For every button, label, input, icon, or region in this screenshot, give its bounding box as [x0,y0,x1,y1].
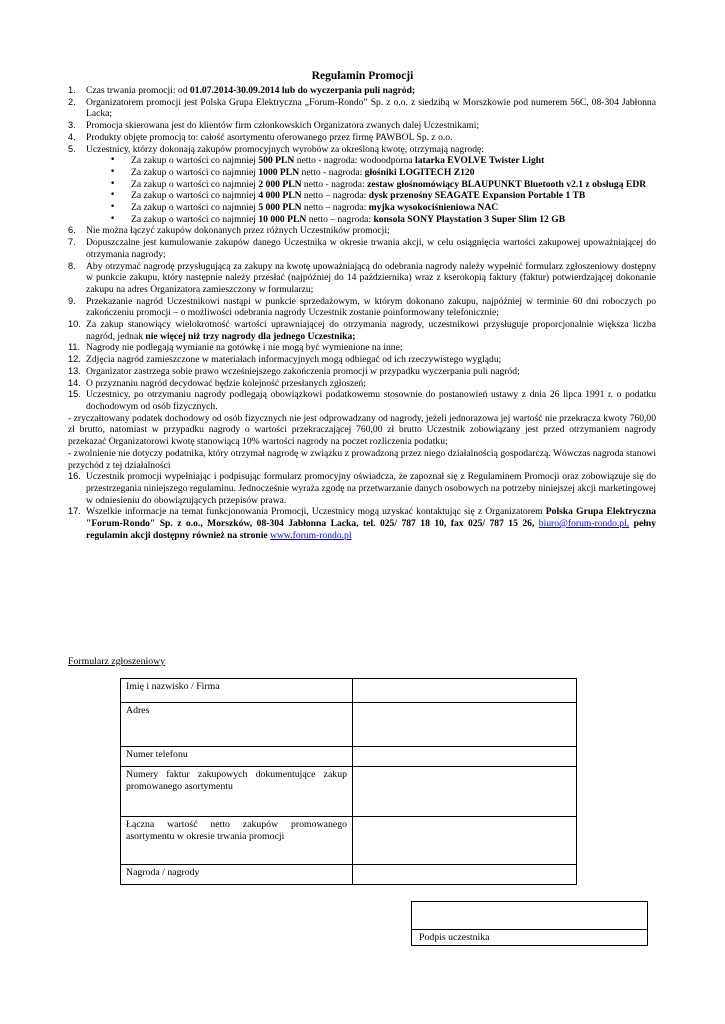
rule-text: Uczestnik promocji wypełniając i podpisując formularz promocyjny oświadcza, że zapoznał się z Regulaminem Promocji oraz zobowiązuje się do przestrzegania niniejszego regulaminu. Jednocześnie wyraża zgodę na przetwarzanie danych osobowych na potrzeby niniejszej akcji marketingowej w odniesieniu do obowiązujących przepisów prawa. [86,471,656,506]
rule-text: Uczestnicy, po otrzymaniu nagrody podlegają obowiązkowi podatkowemu stosownie do postanowień ustawy z dnia 26 lipca 1991 r. o podatku dochodowym od osób fizycznych. [86,389,656,412]
rule-text: Nie można łączyć zakupów dokonanych przez różnych Uczestników promocji; [86,225,390,237]
rule-text: O przyznaniu nagród decydować będzie kolejność przesłanych zgłoszeń; [86,377,366,389]
rule-number: 12. [68,354,81,365]
rule-16 [68,471,656,506]
rule-11 [68,342,656,354]
rule-text: Dopuszczalne jest kumulowanie zakupów danego Uczestnika w okresie trwania akcji, w celu osiągnięcia wartości zakupowej upoważniającej do otrzymania nagrody; [86,237,656,260]
rule-text: Uczestnicy, którzy dokonają zakupów promocyjnych wyrobów za określoną kwotę, otrzymają nagrodę: [86,143,484,155]
form-label: Nagroda / nagrody [121,865,353,885]
form-label: Adres [121,703,353,747]
rule-1 [68,85,656,97]
rule-8 [68,261,656,296]
form-field-invoices[interactable] [353,767,577,817]
page-title: Regulamin Promocji [311,70,414,82]
rule-10 [68,319,656,342]
form-field-address[interactable] [353,703,577,747]
rule-text: Nagrody nie podlegają wymianie na gotówkę i nie mogą być wymienione na inne; [86,342,403,354]
form-label: Imię i nazwisko / Firma [121,679,353,703]
rule-text: Promocja skierowana jest do klientów firm członkowskich Organizatora zwanych dalej Uczestnikami; [86,120,480,132]
rule-6 [68,225,656,237]
form-title: Formularz zgłoszeniowy [68,656,166,667]
prize-list [86,155,656,225]
rule-number: 2. [68,96,76,107]
prize-item: • Za zakup o wartości co najmniej 500 PLN netto - nagroda: wodoodporna latarka EVOLVE Twister Light [131,155,656,167]
prize-item: • Za zakup o wartości co najmniej 1000 PLN netto - nagroda: głośniki LOGITECH Z120 [131,167,656,179]
rule-number: 10. [68,319,81,330]
form-field-prizes[interactable] [353,865,577,885]
rule-number: 7. [68,237,76,248]
rule-3 [68,120,656,132]
rule-14 [68,378,656,390]
rule-4 [68,132,656,144]
entry-form-table [120,678,577,885]
tax-note-1: - zryczałtowany podatek dochodowy od osób fizycznych nie jest odprowadzany od nagrody, jeżeli jednorazowa jej wartość nie przekracza kwoty 760,00 zł brutto, natomiast w przypadku nagrody o wartości przekraczającej 760,00 zł brutto Uczestnik zobowiązany jest przed otrzymaniem nagrody przekazać Organizatorowi kwotę stanowiącą 10% wartości nagrody na poczet rozliczenia podatku; [68,412,656,448]
rule-text: Za zakup stanowiący wielokrotność wartości uprawniającej do otrzymania nagrody, uczestnikowi przysługuje proporcjonalnie większa liczba nagród, jednak [86,319,656,342]
email-link[interactable]: biuro@forum-rondo.pl, [538,518,630,530]
rule-text: Czas trwania promocji: od [86,85,190,96]
rule-number: 6. [68,225,76,236]
signature-box [411,901,648,946]
rule-number: 3. [68,120,76,131]
organizer-contact: Polska Grupa Elektryczna "Forum-Rondo" Sp. z o.o., Morszków, 08-304 Jabłonna Lacka, tel. 025/ 787 18 10, fax 025/ 787 15 26, [86,506,657,530]
rule-number: 4. [68,131,76,142]
rule-7 [68,237,656,260]
rule-2 [68,97,656,120]
rule-number: 15. [68,389,81,400]
rule-text: Organizatorem promocji jest Polska Grupa Elektryczna „Forum-Rondo” Sp. z o.o. z siedzibą w Morszkowie pod numerem 56C, 08-304 Jabłonna Lacka; [86,96,656,120]
rule-bold: nie więcej niż trzy nagrody dla jednego Uczestnika; [145,330,356,342]
rule-number: 11. [68,342,81,353]
rule-text: Zdjęcia nagród zamieszczone w materiałach informacyjnych mogą odbiegać od ich rzeczywistego wyglądu; [86,354,502,366]
signature-field[interactable] [412,902,648,930]
website-link[interactable]: www.forum-rondo.pl [270,529,352,541]
rule-13 [68,366,656,378]
rule-text: Wszelkie informacje na temat funkcjonowania Promocji, Uczestnicy mogą uzyskać kontaktując się z Organizatorem [86,506,546,518]
rule-text: Przekazanie nagród Uczestnikowi nastąpi w punkcie sprzedażowym, w którym dokonano zakupu, najpóźniej w terminie 60 dni roboczych po zakończeniu promocji – o możliwości odebrania nagrody Uczestnik zostanie poinformowany telefonicznie; [86,295,656,319]
rule-number: 14. [68,377,81,388]
tax-note-2: - zwolnienie nie dotyczy podatnika, który otrzymał nagrodę w związku z prowadzoną przez niego działalnością gospodarczą. Wówczas nagroda stanowi przychód z tej działalności [68,447,656,471]
rule-number: 1. [68,85,76,95]
prize-item: • Za zakup o wartości co najmniej 5 000 PLN netto – nagroda: myjka wysokociśnieniowa NAC [131,202,656,214]
rule-number: 16. [68,471,81,482]
form-field-name[interactable] [353,679,577,703]
prize-item: • Za zakup o wartości co najmniej 10 000 PLN netto – nagroda: konsola SONY Playstation 3 Super Slim 12 GB [131,214,656,226]
rule-5 [68,144,656,226]
rule-17 [68,506,656,541]
rule-number: 9. [68,295,76,306]
rule-text: Produkty objęte promocją to: całość asortymentu oferowanego przez firmę PAWBOL Sp. z o.o. [86,131,453,143]
rule-number: 5. [68,143,76,154]
form-label: Łączna wartość netto zakupów promowanego asortymentu w okresie trwania promocji [121,817,353,865]
rule-bold: pełny regulamin akcji dostępny również na stronie [86,518,657,541]
signature-label: Podpis uczestnika [412,930,648,946]
form-label: Numery faktur zakupowych dokumentujące zakup promowanego asortymentu [121,767,353,817]
rule-text: Aby otrzymać nagrodę przysługującą za zakupy na kwotę upoważniającą do odebrania nagrody należy wypełnić formularz zgłoszeniowy dostępny w punkcie zakupu, który następnie należy przesłać (najpóźniej do 14 października) wraz z kserokopią faktury (faktur) potwierdzającej dokonanie zakupu na adres Organizatora zamieszczony w formularzu; [86,260,656,295]
form-label: Numer telefonu [121,747,353,767]
prize-item: • Za zakup o wartości co najmniej 2 000 PLN netto - nagroda: zestaw głośnomówiący BLAUPUNKT Bluetooth v2.1 z obsługą EDR [131,179,656,191]
rule-15 [68,389,656,471]
rule-bold: 01.07.2014-30.09.2014 lub do wyczerpania puli nagród; [189,85,416,96]
form-field-phone[interactable] [353,747,577,767]
rule-12 [68,354,656,366]
form-field-total[interactable] [353,817,577,865]
rule-text: Organizator zastrzega sobie prawo wcześniejszego zakończenia promocji w przypadku wyczerpania puli nagród; [86,365,520,377]
rules-list [68,85,656,541]
rule-number: 8. [68,260,76,271]
rule-9 [68,296,656,319]
rule-number: 17. [68,506,81,517]
rule-number: 13. [68,365,81,376]
prize-item: • Za zakup o wartości co najmniej 4 000 PLN netto – nagroda: dysk przenośny SEAGATE Expansion Portable 1 TB [131,190,656,202]
